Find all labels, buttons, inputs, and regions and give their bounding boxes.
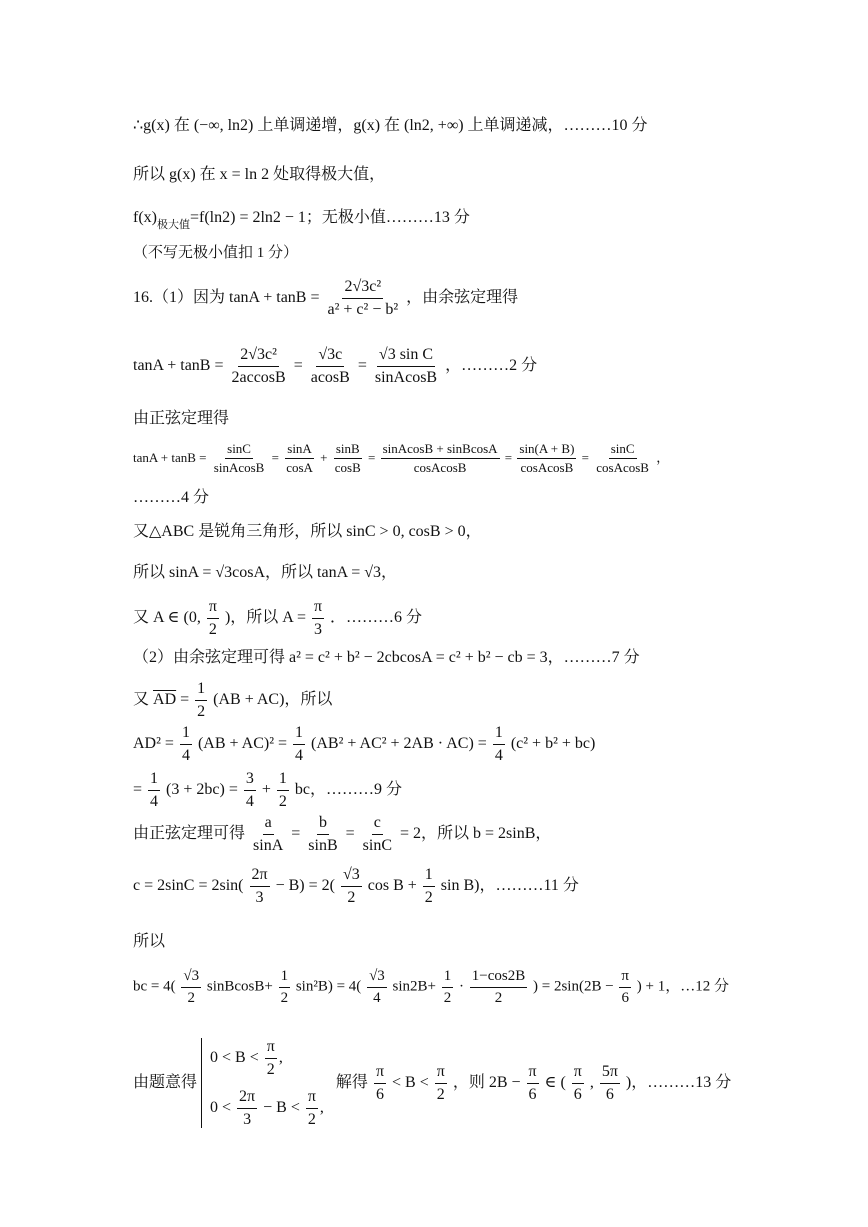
l12-text: 又 A ∈ (0, — [133, 608, 201, 626]
l21-f4-den: 6 — [573, 1085, 582, 1103]
l20-f: ) = 2sin(2B − — [533, 978, 614, 995]
l15-f1-num: 1 — [180, 724, 192, 745]
l5-tail: ，由余弦定理得 — [406, 288, 519, 306]
l21-e: ∈ ( — [544, 1073, 566, 1091]
l8-f2-num: sinA — [285, 442, 314, 459]
l20-f3-den: 4 — [373, 989, 381, 1006]
s2-frac-1 — [237, 1088, 257, 1128]
l8-f6-num: sinC — [609, 442, 637, 459]
ad-vector: $\overline{AD}$ — [153, 690, 177, 708]
l21-frac-1 — [374, 1063, 386, 1103]
l14-tail: (AB + AC)，所以 — [213, 690, 333, 708]
l16-c: + — [261, 780, 271, 798]
l18-c: cos B + — [367, 876, 417, 894]
system-row-2 — [210, 1088, 324, 1128]
l16-frac-2 — [244, 770, 256, 810]
l14-frac — [195, 680, 207, 720]
l12-frac-2 — [312, 598, 324, 638]
l6-f3-den: sinAcosB — [374, 368, 438, 386]
l8-f5-num: sin(A + B) — [517, 442, 576, 459]
l15-f3-num: 1 — [493, 724, 505, 745]
l21-f3-num: π — [527, 1063, 539, 1084]
l20-f1-den: 2 — [187, 989, 195, 1006]
l18-frac-2 — [341, 866, 362, 906]
l5-fraction — [326, 278, 401, 318]
l17-frac-2 — [306, 814, 339, 854]
l6-f2-den: acosB — [310, 368, 350, 386]
l12-tail: ．………6 分 — [330, 608, 423, 626]
l20-tail: ) + 1，…12 分 — [636, 978, 729, 995]
l20-f4-den: 2 — [443, 989, 452, 1006]
l18-f3-den: 2 — [424, 888, 433, 906]
l8-eq2: = — [368, 449, 376, 465]
line-18 — [133, 866, 579, 906]
l16-d: bc，………9 分 — [294, 780, 402, 798]
s2-a: 0 < — [210, 1098, 232, 1116]
line-15 — [133, 724, 595, 764]
l17-text: 由正弦定理可得 — [133, 824, 246, 842]
s2-comma: , — [319, 1098, 324, 1116]
l12-f1-den: 2 — [208, 620, 217, 638]
l21-frac-4 — [572, 1063, 584, 1103]
l17-f2-num: b — [317, 814, 329, 835]
inequality-system — [201, 1038, 324, 1128]
l14-eq: = — [180, 690, 190, 708]
s1-comma: , — [278, 1048, 283, 1066]
l8-frac-6 — [594, 442, 651, 476]
l21-tail: )，………13 分 — [625, 1073, 732, 1091]
l21-frac-3 — [527, 1063, 539, 1103]
l21-f2-den: 2 — [436, 1085, 445, 1103]
line-14 — [133, 680, 332, 720]
l16-f3-num: 1 — [277, 770, 289, 791]
l8-f4-den: cosAcosB — [413, 460, 467, 476]
s1-a: 0 < B < — [210, 1048, 259, 1066]
line-13: （2）由余弦定理可得 a² = c² + b² − 2cbcosA = c² + b² − cb = 3，………7 分 — [133, 649, 640, 666]
l21-frac-2 — [435, 1063, 447, 1103]
l12-f2-num: π — [312, 598, 324, 619]
l20-f2-num: 1 — [279, 968, 291, 988]
l6-f1-den: 2accosB — [231, 368, 286, 386]
line-12 — [133, 598, 422, 638]
line-10: 又△ABC 是锐角三角形，所以 sinC > 0, cosB > 0， — [133, 523, 482, 540]
l18-b: − B) = 2( — [275, 876, 335, 894]
l16-f2-den: 4 — [245, 792, 254, 810]
l6-f2-num: √3c — [316, 346, 344, 367]
line-16 — [133, 770, 402, 810]
l17-f1-den: sinA — [253, 836, 284, 854]
l8-eq4: = — [581, 449, 589, 465]
l8-f1-den: sinAcosB — [213, 460, 265, 476]
l8-eq1: = — [271, 449, 279, 465]
l18-tail: sin B)，………11 分 — [440, 876, 579, 894]
line-21 — [133, 1038, 731, 1128]
l15-c: (AB² + AC² + 2AB · AC) = — [311, 734, 487, 752]
l16-f1-den: 4 — [150, 792, 159, 810]
s2-f1-num: 2π — [237, 1088, 257, 1109]
l8-f3-den: cosB — [334, 460, 361, 476]
l20-frac-4 — [442, 968, 454, 1006]
l20-frac-6 — [619, 968, 631, 1006]
l15-b: (AB + AC)² = — [197, 734, 288, 752]
l8-text: tanA + tanB = — [133, 449, 207, 465]
l14-f-den: 2 — [197, 702, 206, 720]
l8-plus: + — [320, 449, 328, 465]
l16-f3-den: 2 — [278, 792, 287, 810]
l20-frac-2 — [279, 968, 291, 1006]
line-1: ∴g(x) 在 (−∞, ln2) 上单调递增，g(x) 在 (ln2, +∞) 上单调递减，………10 分 — [133, 117, 648, 134]
l15-text: AD² = — [133, 734, 174, 752]
s2-b: − B < — [263, 1098, 300, 1116]
l17-f2-den: sinB — [308, 836, 338, 854]
l17-eq1: = — [291, 824, 301, 842]
line-3 — [133, 209, 470, 231]
l20-f3-num: √3 — [367, 968, 387, 988]
l6-text: tanA + tanB = — [133, 356, 224, 374]
l5-den: a² + c² − b² — [327, 300, 399, 318]
l8-f3-num: sinB — [334, 442, 362, 459]
line-6 — [133, 346, 537, 386]
fx-text: f(x) — [133, 209, 157, 226]
l17-f3-den: sinC — [362, 836, 392, 854]
l21-f3-den: 6 — [528, 1085, 537, 1103]
l21-f5-num: 5π — [600, 1063, 620, 1084]
l20-f6-den: 6 — [621, 989, 629, 1006]
l20-f6-num: π — [619, 968, 631, 988]
s1-num: π — [265, 1038, 277, 1059]
l17-tail: = 2，所以 b = 2sinB， — [400, 824, 552, 842]
l12-mid: )，所以 A = — [224, 608, 306, 626]
system-row-1 — [210, 1038, 324, 1078]
s1-frac — [265, 1038, 277, 1078]
l8-frac-2 — [284, 442, 315, 476]
l8-f4-num: sinAcosB + sinBcosA — [381, 442, 500, 459]
line-3-rest: =f(ln2) = 2ln2 − 1；无极小值………13 分 — [189, 209, 470, 226]
l21-d: ，则 2B − — [452, 1073, 521, 1091]
l21-f4-num: π — [572, 1063, 584, 1084]
l6-tail: ，………2 分 — [445, 356, 538, 374]
l8-f2-den: cosA — [286, 460, 313, 476]
l18-frac-3 — [423, 866, 435, 906]
s1-den: 2 — [266, 1060, 275, 1078]
l21-f: , — [589, 1073, 594, 1091]
l12-f2-den: 3 — [314, 620, 322, 638]
l20-f1-num: √3 — [181, 968, 201, 988]
l8-eq3: = — [504, 449, 513, 465]
l14-text: 又 — [133, 690, 150, 708]
l8-frac-4 — [381, 442, 500, 476]
l20-frac-3 — [367, 968, 387, 1006]
l15-f1-den: 4 — [181, 746, 190, 764]
l6-frac-3 — [373, 346, 439, 386]
line-5 — [133, 278, 518, 318]
line-9: ………4 分 — [133, 489, 210, 506]
l12-frac-1 — [207, 598, 219, 638]
l16-f1-num: 1 — [148, 770, 160, 791]
l18-f1-num: 2π — [250, 866, 270, 887]
l5-num: 2√3c² — [342, 278, 383, 299]
l15-f2-den: 4 — [295, 746, 304, 764]
l20-d: sin2B+ — [392, 978, 437, 995]
s2-f2-den: 2 — [307, 1110, 316, 1128]
l8-f6-den: cosAcosB — [596, 460, 649, 476]
l6-f3-num: √3 sin C — [377, 346, 435, 367]
l5-text: 16.（1）因为 tanA + tanB = — [133, 288, 320, 306]
s2-frac-2 — [306, 1088, 318, 1128]
l21-text: 由题意得 — [133, 1073, 198, 1091]
l8-frac-1 — [212, 442, 267, 476]
l16-frac-3 — [277, 770, 289, 810]
l18-f2-den: 2 — [347, 888, 356, 906]
line-2: 所以 g(x) 在 x = ln 2 处取得极大值， — [133, 166, 386, 183]
l20-f4-num: 1 — [442, 968, 454, 988]
line-7: 由正弦定理得 — [133, 410, 230, 427]
l17-f3-num: c — [372, 814, 383, 835]
l20-f5-num: 1−cos2B — [470, 968, 527, 988]
l21-f5-den: 6 — [605, 1085, 614, 1103]
l8-tail: ， — [656, 449, 670, 465]
l21-frac-5 — [600, 1063, 620, 1103]
l6-eq1: = — [293, 356, 303, 374]
l6-f1-num: 2√3c² — [238, 346, 279, 367]
l6-frac-1 — [229, 346, 287, 386]
l18-f3-num: 1 — [423, 866, 435, 887]
l21-c: < B < — [392, 1073, 429, 1091]
l18-f2-num: √3 — [341, 866, 362, 887]
l16-frac-1 — [148, 770, 160, 810]
l8-f5-den: cosAcosB — [520, 460, 574, 476]
l8-f1-num: sinC — [225, 442, 253, 459]
l15-d: (c² + b² + bc) — [510, 734, 596, 752]
line-20 — [133, 968, 729, 1006]
l20-f2-den: 2 — [280, 989, 289, 1006]
l6-frac-2 — [309, 346, 352, 386]
l16-text: = — [133, 780, 143, 798]
l20-f5-den: 2 — [494, 989, 503, 1006]
max-subscript: 极大值 — [156, 219, 190, 231]
l17-frac-1 — [251, 814, 285, 854]
l21-b: 解得 — [335, 1073, 368, 1091]
l20-c: sin²B) = 4( — [295, 978, 362, 995]
l14-f-num: 1 — [195, 680, 207, 701]
l17-frac-3 — [361, 814, 394, 854]
line-4: （不写无极小值扣 1 分） — [133, 245, 299, 261]
l21-f1-num: π — [374, 1063, 386, 1084]
l16-b: (3 + 2bc) = — [166, 780, 238, 798]
l15-f3-den: 4 — [494, 746, 503, 764]
l8-frac-5 — [517, 442, 576, 476]
l20-frac-5 — [470, 968, 527, 1006]
l18-f1-den: 3 — [255, 888, 264, 906]
l18-text: c = 2sinC = 2sin( — [133, 876, 244, 894]
line-17 — [133, 814, 551, 854]
l20-frac-1 — [181, 968, 201, 1006]
l17-f1-num: a — [263, 814, 274, 835]
line-11: 所以 sinA = √3cosA，所以 tanA = √3， — [133, 564, 398, 581]
l15-frac-2 — [293, 724, 305, 764]
l16-f2-num: 3 — [244, 770, 256, 791]
l15-frac-1 — [180, 724, 192, 764]
l20-text: bc = 4( — [133, 978, 176, 995]
line-8 — [133, 442, 669, 476]
l6-eq2: = — [357, 356, 367, 374]
l17-eq2: = — [345, 824, 355, 842]
l20-b: sinBcosB+ — [206, 978, 273, 995]
l15-frac-3 — [493, 724, 505, 764]
s2-f1-den: 3 — [243, 1110, 252, 1128]
l21-f1-den: 6 — [375, 1085, 384, 1103]
l20-e: · — [459, 978, 465, 995]
s2-f2-num: π — [306, 1088, 318, 1109]
l21-f2-num: π — [435, 1063, 447, 1084]
l18-frac-1 — [250, 866, 270, 906]
l15-f2-num: 1 — [293, 724, 305, 745]
l8-frac-3 — [333, 442, 363, 476]
line-19: 所以 — [133, 933, 166, 950]
l12-f1-num: π — [207, 598, 219, 619]
